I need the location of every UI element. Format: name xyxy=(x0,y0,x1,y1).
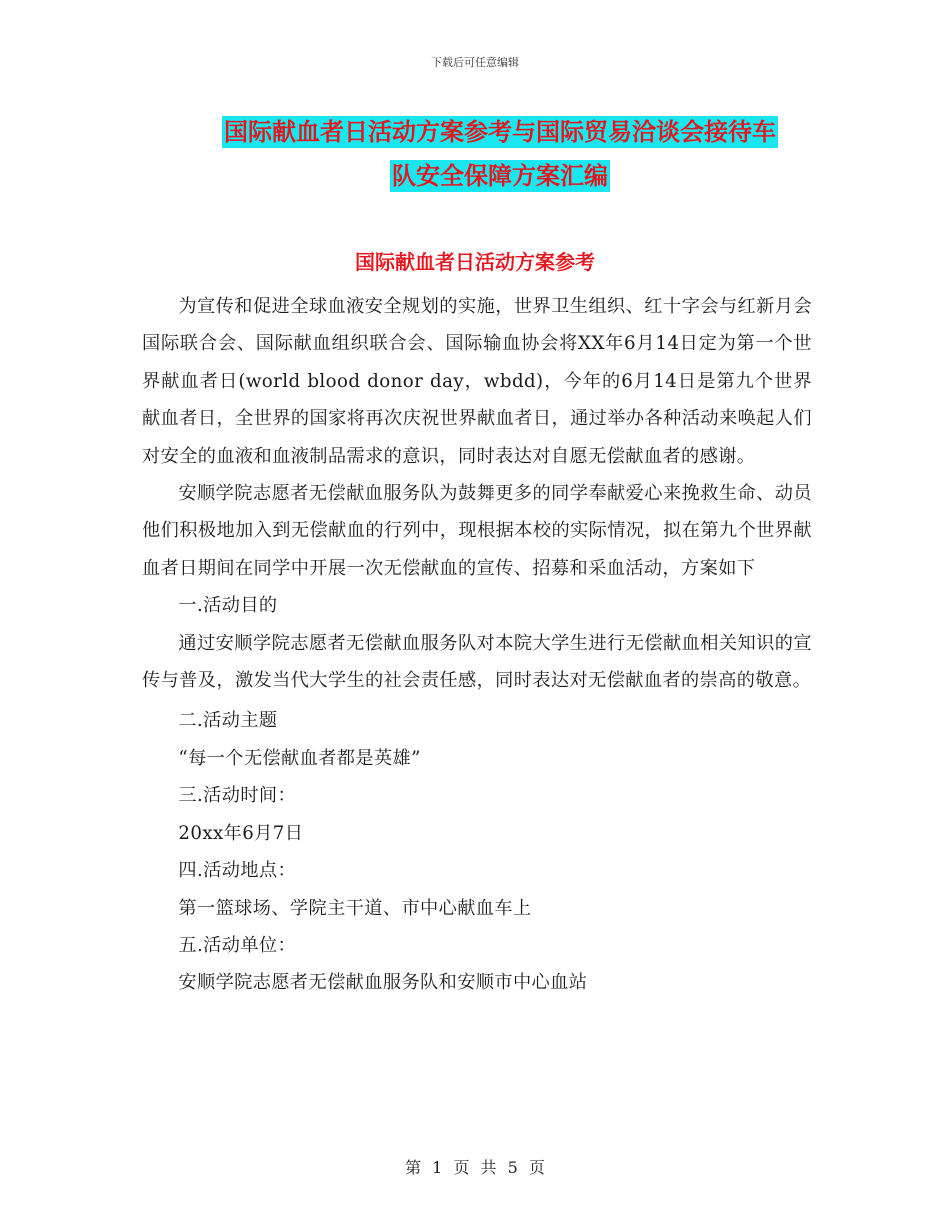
paragraph-time: 20xx年6月7日 xyxy=(178,822,304,844)
heading-location: 四.活动地点： xyxy=(178,860,297,882)
heading-purpose: 一.活动目的 xyxy=(178,595,278,617)
document-title xyxy=(100,110,900,198)
header-note: 下载后可任意编辑 xyxy=(431,56,519,69)
page-footer: 第 1 页 共 5 页 xyxy=(405,1158,545,1177)
paragraph-location: 第一篮球场、学院主干道、市中心献血车上 xyxy=(178,897,532,919)
document-body xyxy=(142,288,812,1002)
paragraph-intro: 为宣传和促进全球血液安全规划的实施，世界卫生组织、红十字会与红新月会国际联合会、国际献血组织联合会、国际输血协会将XX年6月14日定为第一个世界献血者日(world blood donor day，wbdd)，今年的6月14日是第九个世界献血者日，全世界的国家将再次庆祝世界献血者日，通过举办各种活动来唤起人们对安全的血液和血液制品需求的意识，同时表达对自愿无偿献血者的感谢。 xyxy=(142,296,812,467)
title-line-1: 国际献血者日活动方案参考与国际贸易洽谈会接待车 xyxy=(224,118,776,146)
paragraph-theme: “每一个无偿献血者都是英雄” xyxy=(178,747,421,769)
paragraph-organizer: 安顺学院志愿者无偿献血服务队和安顺市中心血站 xyxy=(178,972,588,994)
heading-time: 三.活动时间： xyxy=(178,785,297,807)
heading-organizer: 五.活动单位： xyxy=(178,934,297,956)
section-title: 国际献血者日活动方案参考 xyxy=(355,250,595,274)
paragraph-purpose: 通过安顺学院志愿者无偿献血服务队对本院大学生进行无偿献血相关知识的宣传与普及，激发当代大学生的社会责任感，同时表达对无偿献血者的崇高的敬意。 xyxy=(142,632,812,692)
paragraph-plan: 安顺学院志愿者无偿献血服务队为鼓舞更多的同学奉献爱心来挽救生命、动员他们积极地加入到无偿献血的行列中，现根据本校的实际情况，拟在第九个世界献血者日期间在同学中开展一次无偿献血的宣传、招募和采血活动，方案如下 xyxy=(142,483,812,579)
heading-theme: 二.活动主题 xyxy=(178,710,278,732)
title-line-2: 队安全保障方案汇编 xyxy=(392,162,608,190)
